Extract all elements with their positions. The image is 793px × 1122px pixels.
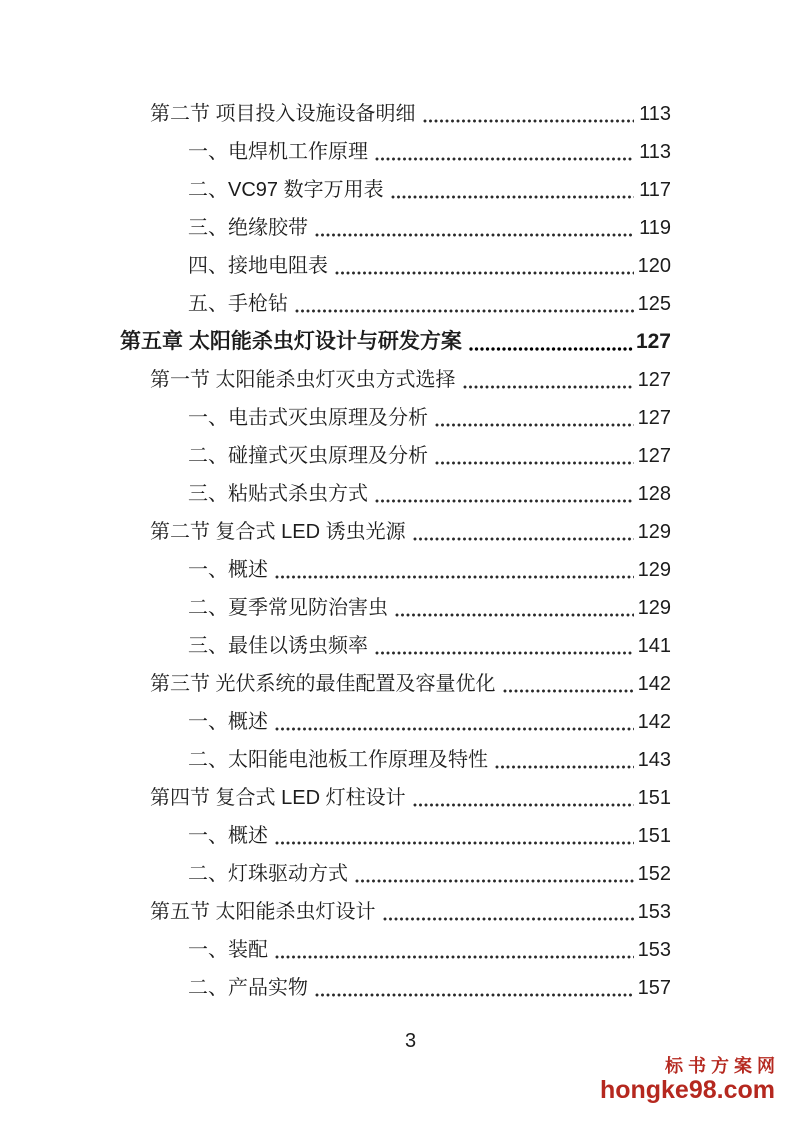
toc-entry-title: 一、概述 [188, 559, 268, 581]
toc-entry [120, 937, 671, 963]
toc-entry-page: 153 [637, 939, 671, 961]
toc-entry-title: 二、产品实物 [188, 977, 308, 999]
toc-entry-page: 153 [637, 901, 671, 923]
toc-entry-page: 143 [637, 749, 671, 771]
toc-entry-page: 128 [637, 483, 671, 505]
toc-entry [120, 443, 671, 469]
dot-leader [435, 423, 634, 427]
toc-entry [120, 291, 671, 317]
toc-entry [120, 633, 671, 659]
dot-leader [275, 841, 634, 845]
dot-leader [275, 575, 634, 579]
toc-entry [120, 557, 671, 583]
dot-leader [335, 271, 634, 275]
toc-entry [120, 253, 671, 279]
toc-entry-title: 二、碰撞式灭虫原理及分析 [188, 445, 428, 467]
toc-list [120, 101, 671, 1013]
toc-entry [120, 101, 671, 127]
toc-entry-page: 129 [637, 597, 671, 619]
dot-leader [295, 309, 634, 313]
toc-entry-page: 113 [639, 141, 671, 163]
toc-entry-page: 120 [637, 255, 671, 277]
dot-leader [383, 917, 634, 921]
dot-leader [423, 119, 634, 123]
dot-leader [375, 651, 634, 655]
toc-entry-page: 127 [637, 369, 671, 391]
toc-entry-title: 第五节 太阳能杀虫灯设计 [150, 901, 376, 923]
page-number: 3 [404, 1030, 417, 1052]
toc-entry [120, 329, 671, 355]
toc-entry-title: 一、概述 [188, 825, 268, 847]
toc-entry-page: 119 [639, 217, 671, 239]
toc-entry [120, 671, 671, 697]
toc-entry [120, 975, 671, 1001]
toc-entry-title: 一、电焊机工作原理 [188, 141, 368, 163]
toc-entry [120, 861, 671, 887]
toc-entry-page: 151 [637, 787, 671, 809]
toc-entry [120, 709, 671, 735]
toc-entry-page: 129 [637, 521, 671, 543]
toc-entry-page: 151 [637, 825, 671, 847]
toc-entry-page: 117 [639, 179, 671, 201]
dot-leader [315, 993, 634, 997]
toc-entry-title: 三、绝缘胶带 [188, 217, 308, 239]
toc-entry-title: 第三节 光伏系统的最佳配置及容量优化 [150, 673, 496, 695]
toc-entry [120, 595, 671, 621]
dot-leader [435, 461, 634, 465]
toc-entry-title: 二、太阳能电池板工作原理及特性 [188, 749, 488, 771]
toc-entry-page: 152 [637, 863, 671, 885]
dot-leader [391, 195, 634, 199]
dot-leader [395, 613, 634, 617]
toc-entry-page: 141 [637, 635, 671, 657]
toc-entry-page: 127 [635, 330, 671, 353]
toc-entry-title: 二、灯珠驱动方式 [188, 863, 348, 885]
dot-leader [503, 689, 634, 693]
toc-entry [120, 405, 671, 431]
toc-entry-page: 125 [637, 293, 671, 315]
toc-entry [120, 899, 671, 925]
watermark [599, 1056, 780, 1104]
toc-entry-title: 二、VC97 数字万用表 [188, 179, 384, 201]
toc-entry-page: 157 [637, 977, 671, 999]
toc-entry-title: 三、粘贴式杀虫方式 [188, 483, 368, 505]
toc-entry-title: 第二节 复合式 LED 诱虫光源 [150, 521, 406, 543]
dot-leader [275, 955, 634, 959]
toc-entry-page: 127 [637, 445, 671, 467]
dot-leader [375, 499, 634, 503]
toc-entry [120, 215, 671, 241]
toc-entry [120, 519, 671, 545]
dot-leader [315, 233, 634, 237]
toc-entry-page: 127 [637, 407, 671, 429]
toc-entry-title: 一、装配 [188, 939, 268, 961]
toc-entry-title: 第五章 太阳能杀虫灯设计与研发方案 [120, 330, 462, 353]
watermark-site-name: 标书方案网 [665, 1056, 780, 1076]
toc-entry-title: 第一节 太阳能杀虫灯灭虫方式选择 [150, 369, 456, 391]
toc-entry-title: 一、概述 [188, 711, 268, 733]
toc-entry-page: 142 [637, 673, 671, 695]
watermark-site-url: hongke98.com [599, 1075, 775, 1104]
toc-entry [120, 367, 671, 393]
toc-entry [120, 139, 671, 165]
dot-leader [469, 347, 633, 351]
dot-leader [413, 803, 634, 807]
dot-leader [275, 727, 634, 731]
dot-leader [375, 157, 634, 161]
dot-leader [463, 385, 634, 389]
toc-entry-page: 129 [637, 559, 671, 581]
toc-entry-title: 第二节 项目投入设施设备明细 [150, 103, 416, 125]
toc-entry [120, 785, 671, 811]
dot-leader [495, 765, 634, 769]
dot-leader [355, 879, 634, 883]
toc-entry [120, 481, 671, 507]
toc-entry-title: 四、接地电阻表 [188, 255, 328, 277]
toc-entry [120, 747, 671, 773]
toc-entry-title: 一、电击式灭虫原理及分析 [188, 407, 428, 429]
toc-entry [120, 823, 671, 849]
toc-entry-page: 142 [637, 711, 671, 733]
toc-entry [120, 177, 671, 203]
toc-entry-title: 二、夏季常见防治害虫 [188, 597, 388, 619]
dot-leader [413, 537, 634, 541]
toc-entry-title: 三、最佳以诱虫频率 [188, 635, 368, 657]
toc-entry-title: 第四节 复合式 LED 灯柱设计 [150, 787, 406, 809]
toc-entry-page: 113 [639, 103, 671, 125]
toc-entry-title: 五、手枪钻 [188, 293, 288, 315]
